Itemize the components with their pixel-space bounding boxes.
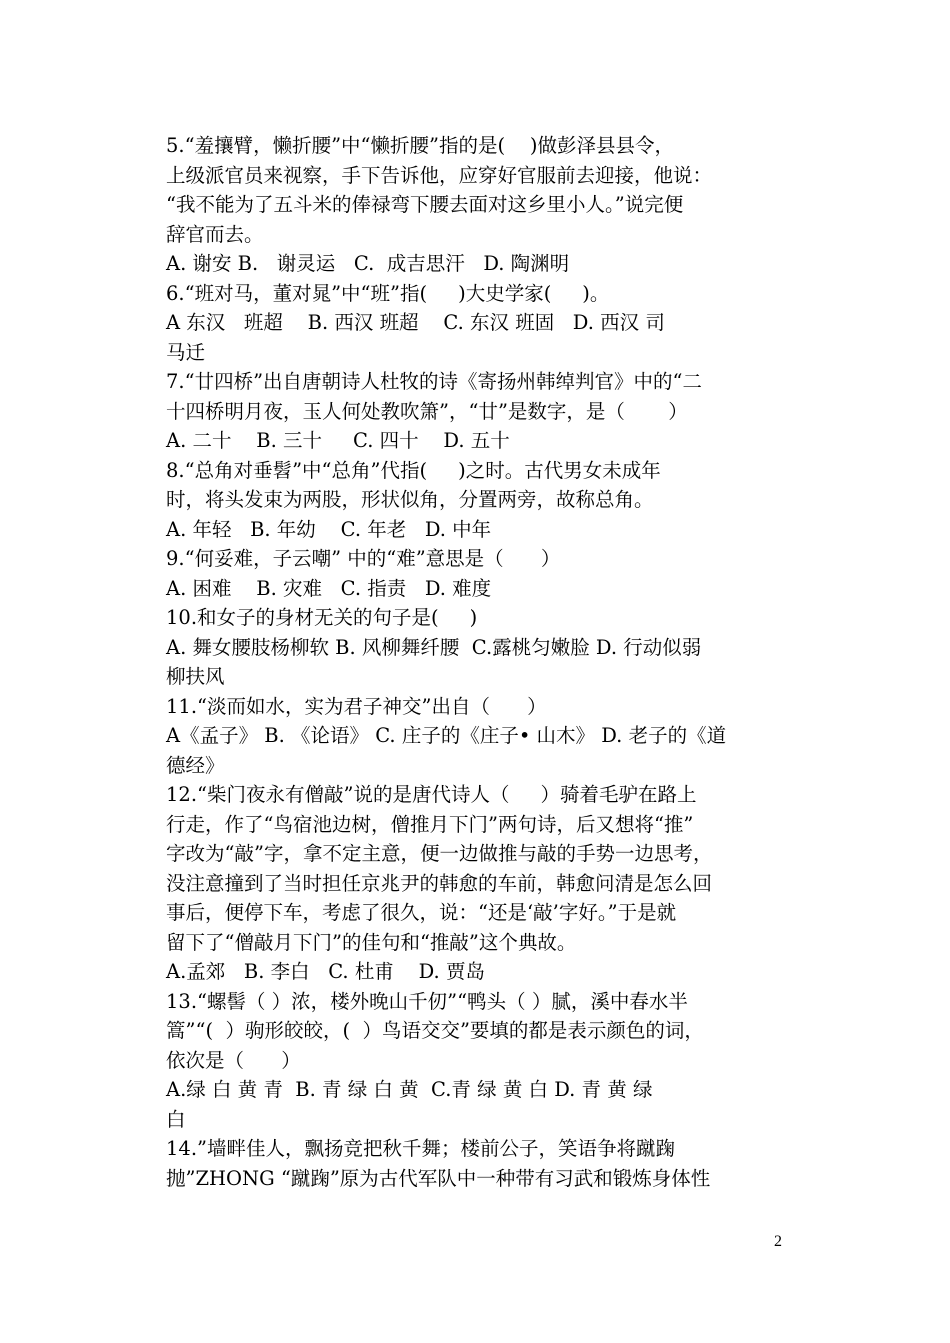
text-line: A.绿 白 黄 青 B. 青 绿 白 黄 C.青 绿 黄 白 D. 青 黄 绿 — [166, 1078, 653, 1101]
text-line: A. 谢安 B. 谢灵运 C. 成吉思汗 D. 陶渊明 — [166, 252, 570, 275]
text-line: 5.“羞攘臂，懒折腰”中“懒折腰”指的是( )做彭泽县县令， — [166, 134, 674, 157]
text-line: 事后，便停下车，考虑了很久，说：“还是‘敲’字好。”于是就 — [166, 901, 677, 924]
text-line: 时，将头发束为两股，形状似角，分置两旁，故称总角。 — [166, 488, 654, 511]
text-line: 12.“柴门夜永有僧敲”说的是唐代诗人（ ）骑着毛驴在路上 — [166, 783, 697, 806]
text-line: 8.“总角对垂髫”中“总角”代指( )之时。古代男女未成年 — [166, 458, 661, 482]
text-line: 9.“何妥难，子云嘲” 中的“难”意思是（ ） — [166, 547, 561, 570]
text-line: 抛”ZHONG “蹴踘”原为古代军队中一种带有习武和锻炼身体性 — [166, 1166, 711, 1190]
page-number: 2 — [774, 1233, 782, 1250]
text-line: A. 困难 B. 灾难 C. 指责 D. 难度 — [166, 576, 492, 600]
text-line: 字改为“敲”字，拿不定主意，便一边做推与敲的手势一边思考， — [166, 842, 713, 865]
text-line: A. 年轻 B. 年幼 C. 年老 D. 中年 — [166, 517, 492, 541]
text-line: 马迁 — [166, 340, 206, 364]
text-line: 13.“螺髻（ ）浓，楼外晚山千仞”“鸭头（ ）腻，溪中春水半 — [166, 989, 688, 1013]
text-line: 辞官而去。 — [166, 222, 264, 246]
text-line: 白 — [166, 1107, 186, 1131]
text-line: 上级派官员来视察，手下告诉他，应穿好官服前去迎接，他说： — [166, 163, 713, 187]
text-line: 6.“班对马，董对晁”中“班”指( )大史学家( )。 — [166, 281, 610, 305]
text-line: 柳扶风 — [166, 665, 225, 688]
text-line: 篙”“( ）驹形皎皎，( ）鸟语交交”要填的都是表示颜色的词， — [166, 1019, 704, 1042]
document-body — [166, 131, 796, 1193]
text-line: 行走，作了“鸟宿池边树，僧推月下门”两句诗，后又想将“推” — [166, 812, 694, 836]
text-line: 德经》 — [166, 753, 225, 777]
text-line: 留下了“僧敲月下门”的佳句和“推敲”这个典故。 — [166, 930, 577, 954]
text-line: A. 舞女腰肢杨柳软 B. 风柳舞纤腰 C.露桃匀嫩脸 D. 行动似弱 — [166, 635, 702, 659]
text-line: 10.和女子的身材无关的句子是( ) — [166, 606, 478, 629]
text-line: 十四桥明月夜，玉人何处教吹箫”，“廿”是数字，是（ ） — [166, 399, 688, 423]
text-line: 7.“廿四桥”出自唐朝诗人杜牧的诗《寄扬州韩绰判官》中的“二 — [166, 370, 703, 393]
text-line: A.孟郊 B. 李白 C. 杜甫 D. 贾岛 — [166, 960, 485, 983]
text-line: A 东汉 班超 B. 西汉 班超 C. 东汉 班固 D. 西汉 司 — [166, 311, 665, 334]
text-line: 没注意撞到了当时担任京兆尹的韩愈的车前，韩愈问清是怎么回 — [166, 871, 713, 895]
text-line: 11.“淡而如水，实为君子神交”出自（ ） — [166, 694, 547, 718]
text-line: A《孟子》 B. 《论语》 C. 庄子的《庄子• 山木》 D. 老子的《道 — [166, 724, 727, 747]
text-line: 依次是（ ） — [166, 1048, 301, 1072]
text-line: 14.”墙畔佳人，飘扬竞把秋千舞；楼前公子，笑语争将蹴踘 — [166, 1137, 675, 1160]
text-line: “我不能为了五斗米的俸禄弯下腰去面对这乡里小人。”说完便 — [166, 193, 684, 216]
text-line: A. 二十 B. 三十 C. 四十 D. 五十 — [166, 429, 510, 452]
